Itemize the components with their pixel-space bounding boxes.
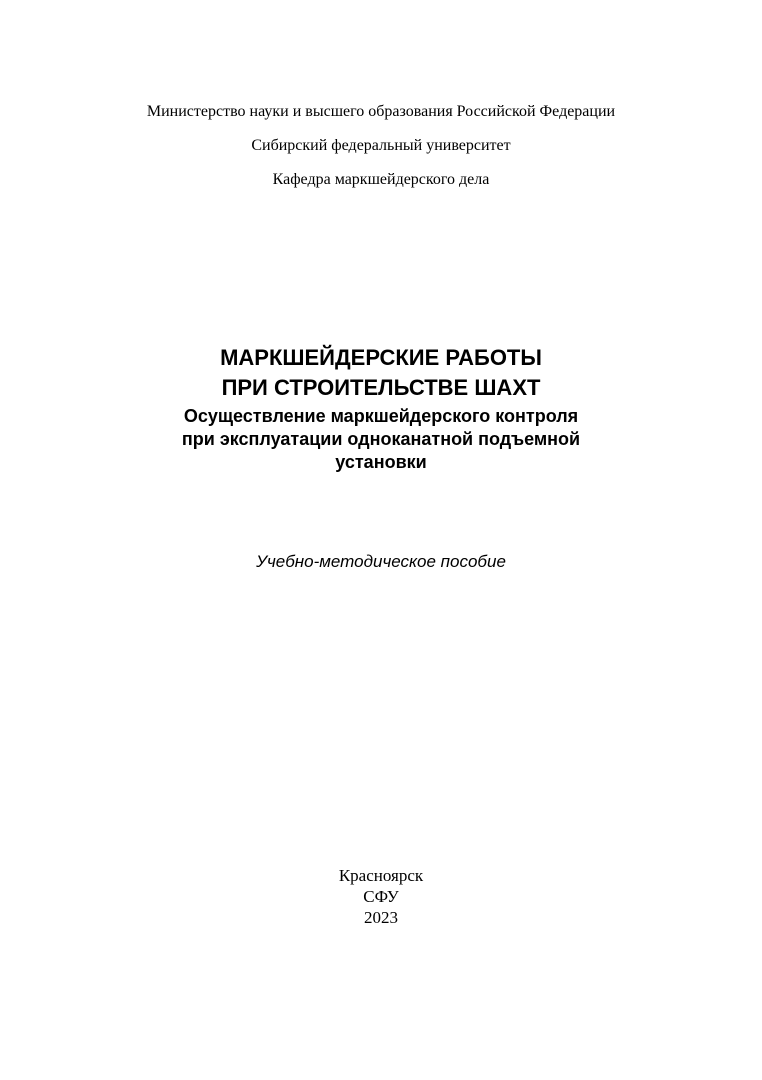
title-line: ПРИ СТРОИТЕЛЬСТВЕ ШАХТ	[221, 375, 541, 400]
ministry-name: Министерство науки и высшего образования Российской Федерации	[146, 103, 616, 120]
document-type: Учебно-методическое пособие	[256, 552, 506, 571]
subtitle-line: при эксплуатации одноканатной подъемной	[181, 429, 581, 449]
title-line: МАРКШЕЙДЕРСКИЕ РАБОТЫ	[220, 345, 542, 370]
imprint-year: 2023	[364, 908, 398, 927]
subtitle-line: установки	[335, 452, 427, 472]
university-name: Сибирский федеральный университет	[251, 137, 511, 154]
imprint-publisher: СФУ	[363, 887, 399, 906]
imprint-city: Красноярск	[338, 866, 424, 885]
subtitle-line: Осуществление маркшейдерского контроля	[183, 406, 579, 426]
department-name: Кафедра маркшейдерского дела	[272, 171, 490, 188]
document-title	[0, 343, 762, 403]
imprint	[0, 865, 762, 928]
document-subtitle	[0, 405, 762, 474]
